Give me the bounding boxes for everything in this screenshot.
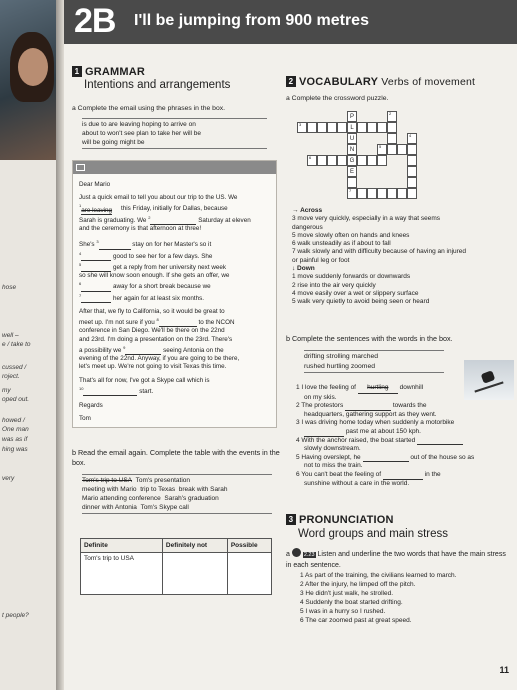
email-gap-9[interactable] [125,348,161,355]
crossword-cell[interactable] [407,144,417,155]
crossword-cell[interactable] [387,144,397,155]
table-header: Definitely not [162,539,227,553]
grammar-b-instruction: b Read the email again. Complete the table with the events in the box. [72,448,280,467]
vocabulary-heading: 2 VOCABULARY Verbs of movement [286,76,475,88]
event-item: meeting with Mario [82,486,137,493]
grammar-heading: 1 GRAMMAR [72,66,145,78]
crossword-cell[interactable] [407,155,417,166]
answer-example: hurtling [358,384,398,394]
pronunciation-item: 5 I was in a hurry so I rushed. [300,608,386,615]
audio-icon[interactable] [292,548,301,557]
crossword-cell[interactable]: 7 [347,188,357,199]
email-gap-7[interactable] [81,296,111,303]
crossword-cell[interactable]: U [347,133,357,144]
page-number: 11 [499,665,509,675]
sentence-list: 1 I love the feeling of hurtling downhill on my skis. 2 The protestors towards the headquarters, gathering support as they went. 3 I was driving home today when suddenly a motorbike past me at about 150 kph. 4 With the anchor raised, the boat started slowly downstream. 5 Having overslept, he out of the house so as not to miss the train. 6 You can't beat the feeling of in the sunshine without a care in the world. [296,384,475,487]
crossword-cell[interactable] [377,122,387,133]
section-number: 2 [286,76,296,87]
table-header: Possible [227,539,271,553]
vocab-b-instruction: b Complete the sentences with the words in the box. [286,334,453,343]
left-fragment: roject. [2,373,20,380]
crossword-cell[interactable] [387,188,397,199]
crossword-cell[interactable] [317,155,327,166]
phrase-box-line: about to won't see plan to take her will be [82,130,202,137]
email-gap-2[interactable] [150,218,196,225]
verbs-box: drifting strolling marched rushed hurtling zoomed [304,350,444,373]
envelope-icon [76,164,85,171]
clue: 5 walk very quietly to avoid being seen or heard [292,298,430,306]
email-answer-example: are leaving [81,206,113,214]
crossword-cell[interactable]: E [347,166,357,177]
crossword-cell[interactable]: N [347,144,357,155]
email-gap-10[interactable] [83,389,137,396]
email-paragraph-2: She's $^3$ stay on for her Master's so it $^4$ good to see her for a few days. She $^5$ get a reply from her university next week so she will know soon enough. If she gets an offer, we $^6$ away for a short break because we $^7$ her again for at least six months. [79,239,230,302]
event-item: Tom's Skype call [140,504,189,511]
left-fragment: was as if [2,436,28,443]
left-fragment: my [2,387,11,394]
skier-figure [481,370,496,384]
crossword-cell[interactable] [367,122,377,133]
event-item: break with Sarah [178,486,228,493]
pronunciation-item: 3 He didn't just walk, he strolled. [300,590,394,597]
email-paragraph-4: That's all for now, I've got a Skype call which is $^{10}$ start. [79,376,210,395]
sentence-gap[interactable] [345,404,391,411]
clue: 7 walk slowly and with difficulty because of having an injured [292,248,467,256]
phrase-box-line: will be going might be [82,139,145,146]
sentence-gap[interactable] [417,438,463,445]
crossword-cell[interactable] [327,122,337,133]
grammar-subheading: Intentions and arrangements [84,79,231,91]
event-item: Mario attending conference [82,495,161,502]
left-fragment: hing was [2,446,28,453]
left-fragment: oped out. [2,396,30,403]
table-cell[interactable]: Tom's trip to USA [81,553,163,595]
clue: or painful leg or foot [292,256,350,264]
email-gap-6[interactable] [81,285,111,292]
clue: 2 rise into the air very quickly [292,281,376,289]
clue: dangerous [292,223,323,231]
crossword-cell[interactable] [377,188,387,199]
crossword-cell[interactable]: P [347,111,357,122]
phrase-box-line: is due to are leaving hoping to arrive on [82,121,196,128]
clue: 4 move easily over a wet or slippery surface [292,289,419,297]
clue: 3 move very quickly, especially in a way that seems [292,215,440,223]
left-page [0,0,60,690]
left-fragment: e / take to [2,341,31,348]
crossword-cell[interactable] [407,177,417,188]
crossword-cell[interactable] [397,144,407,155]
email-body [79,181,274,428]
section-number: 3 [286,514,296,525]
grammar-a-instruction: a Complete the email using the phrases in the box. [72,105,226,112]
left-fragment: hose [2,284,17,291]
crossword-cell[interactable] [317,122,327,133]
email-gap-4[interactable] [81,254,111,261]
unit-header [64,0,517,44]
crossword-cell[interactable]: 6 [307,155,317,166]
crossword-cell[interactable] [387,133,397,144]
table-cell[interactable] [162,553,227,595]
section-number: 1 [72,66,82,77]
crossword-cell[interactable] [387,122,397,133]
phrase-box [82,118,267,149]
audio-track: 2.23 [303,552,315,558]
unit-title: I'll be jumping from 900 metres [134,12,369,29]
crossword-cell[interactable] [357,122,367,133]
table-header: Definite [81,539,163,553]
crossword-cell[interactable]: 5 [377,144,387,155]
email-paragraph-3: After that, we fly to California, so it would be great to meet up. I'm not sure if you $^8$ to the NCON conference in San Diego. We'll be there on the 22nd and 23rd. I'm doing a presentation on the 23rd. There's a possibility we $^9$ seeing Antonia on the evening of the 22nd. Anyway, if you are going to be there, let's meet up. We're not going to visit Texas this time. [79,307,240,371]
table-cell[interactable] [227,553,271,595]
clue: 5 move slowly often on hands and knees [292,231,410,239]
email-greeting: Dear Mario [79,181,111,188]
pronunciation-list [300,571,510,625]
email-toolbar [73,161,276,174]
across-title: → Across [292,207,323,214]
event-item: Sarah's graduation [164,495,219,502]
email-gap-5[interactable] [81,265,111,272]
email-exercise [72,160,277,428]
crossword-cell[interactable] [327,155,337,166]
crossword-cell[interactable]: L [347,122,357,133]
pronunciation-instruction: a 2.23 Listen and underline the two words that have the main stress in each sentence. [286,548,511,570]
photo-face [18,48,48,86]
event-item: trip to Texas [140,486,176,493]
crossword-cell[interactable]: 2 [387,111,397,122]
clue: 6 walk unsteadily as if about to fall [292,240,391,248]
crossword-cell[interactable] [407,166,417,177]
crossword-cell[interactable] [367,188,377,199]
crossword-cell[interactable] [357,188,367,199]
email-paragraph-1: Just a quick email to tell you about our trip to the US. We $^1$are leaving this Friday, initially for Dallas, because Sarah is graduating. We $^2$ Saturday at eleven and the ceremony is that afternoon at three! [79,194,251,232]
sentence-gap[interactable] [383,473,423,480]
email-regards: Regards [79,402,103,409]
left-fragment: well – [2,332,19,339]
clue: 1 move suddenly forwards or downwards [292,273,411,281]
sentence-gap[interactable] [304,430,344,437]
pronunciation-item: 1 As part of the training, the civilians learned to march. [300,572,457,579]
crossword-cell[interactable] [337,122,347,133]
table-row [81,553,272,595]
events-table [80,538,272,595]
left-fragment: howed / [2,417,25,424]
email-gap-3[interactable] [99,243,131,250]
events-box [82,474,272,514]
event-item: dinner with Antonia [82,504,137,511]
sentence-gap[interactable] [363,455,409,462]
unit-number: 2B [74,2,116,40]
crossword-cell[interactable] [377,155,387,166]
event-item: Tom's presentation [135,477,190,484]
crossword-cell[interactable] [367,155,377,166]
crossword-cell[interactable]: 4 [407,133,417,144]
left-fragment: cussed / [2,364,27,371]
pronunciation-item: 4 Suddenly the boat started drifting. [300,599,403,606]
crossword-cell[interactable] [337,155,347,166]
crossword-cell[interactable] [307,122,317,133]
pronunciation-item: 6 The car zoomed past at great speed. [300,617,412,624]
crossword-cell[interactable] [347,177,357,188]
crossword-cell[interactable] [407,188,417,199]
pronunciation-item: 2 After the injury, he limped off the pitch. [300,581,416,588]
pronunciation-subheading: Word groups and main stress [298,528,448,540]
crossword-cell[interactable] [397,188,407,199]
left-fragment: One man [2,426,29,433]
vocab-a-instruction: a Complete the crossword puzzle. [286,95,389,102]
crossword-cell[interactable]: G [347,155,357,166]
left-fragment: t people? [2,612,29,619]
workbook-page [64,0,517,690]
event-item: Tom's trip to USA [82,477,133,484]
left-fragment: very [2,475,15,482]
email-signoff: Tom [79,415,91,423]
down-title: ↓ Down [292,265,315,273]
pronunciation-heading: 3 PRONUNCIATION [286,514,394,526]
photo-woman [0,0,60,160]
crossword-cell[interactable] [357,155,367,166]
crossword-cell[interactable]: 3 [297,122,307,133]
across-clues [292,207,512,307]
email-gap-8[interactable] [159,320,197,327]
